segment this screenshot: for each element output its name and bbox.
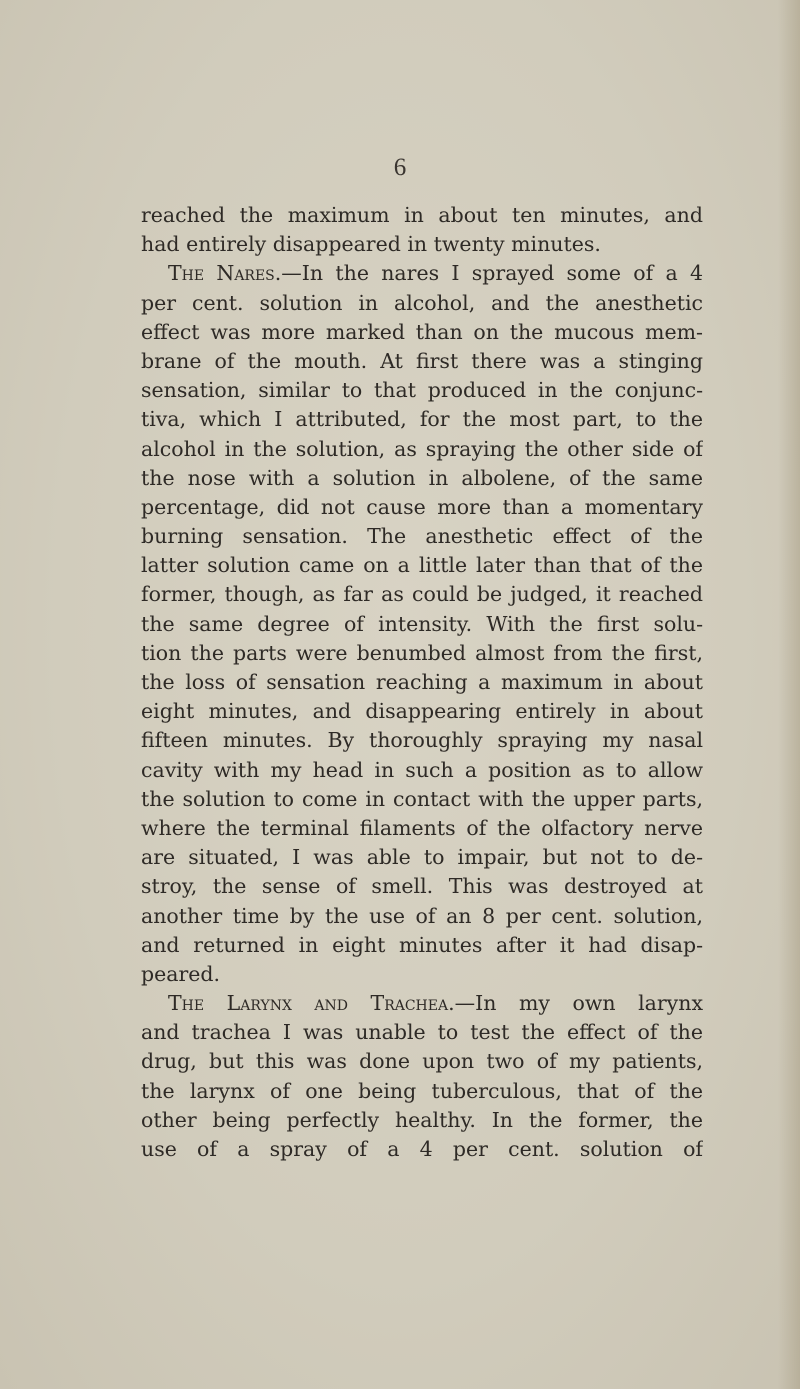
section-heading-line: [141, 989, 703, 1018]
text-line: [141, 435, 703, 464]
line-text: stroy, the sense of smell. This was destroyed at: [141, 874, 703, 899]
line-text: cavity with my head in such a position as to allow: [141, 757, 703, 782]
line-text: the loss of sensation reaching a maximum in about: [141, 670, 703, 694]
line-text: are situated, I was able to impair, but not to de-: [141, 845, 703, 870]
text-line: [141, 464, 703, 493]
line-text: latter solution came on a little later than that of the: [141, 553, 703, 578]
line-text: tiva, which I attributed, for the most part, to the: [141, 407, 703, 432]
page-number: 6: [393, 154, 407, 181]
text-line: [141, 668, 703, 697]
line-text: other being perfectly healthy. In the former, the: [141, 1107, 703, 1132]
line-text: drug, but this was done upon two of my patients,: [141, 1049, 703, 1074]
line-text: use of a spray of a 4 per cent. solution of: [141, 1137, 703, 1161]
line-text: and trachea I was unable to test the effect of the: [141, 1020, 703, 1045]
line-text: brane of the mouth. At first there was a stinging: [141, 348, 703, 373]
page-edge-shadow: [778, 0, 800, 1389]
text-line: [141, 960, 703, 989]
text-line: [141, 580, 703, 609]
text-line: [141, 230, 703, 259]
line-text: —In the nares I sprayed some of a 4: [281, 261, 703, 286]
line-text: fifteen minutes. By thoroughly spraying my nasal: [141, 728, 703, 753]
text-line: [141, 1047, 703, 1076]
line-text: another time by the use of an 8 per cent. solution,: [141, 903, 703, 928]
line-text: former, though, as far as could be judged, it reached: [141, 582, 703, 607]
line-text: peared.: [141, 961, 221, 986]
text-line: [141, 405, 703, 434]
line-text: eight minutes, and disappearing entirely in about: [141, 699, 703, 724]
text-line: [141, 843, 703, 872]
text-line: [141, 1135, 703, 1164]
section-heading: The Nares.: [168, 261, 282, 286]
line-text: had entirely disappeared in twenty minutes.: [141, 232, 601, 257]
text-line: [141, 1077, 703, 1106]
text-line: [141, 785, 703, 814]
text-line: [141, 289, 703, 318]
text-line: [141, 726, 703, 755]
line-text: tion the parts were benumbed almost from the first,: [141, 640, 703, 665]
text-line: [141, 872, 703, 901]
line-text: the larynx of one being tuberculous, that of the: [141, 1078, 703, 1103]
text-line: [141, 493, 703, 522]
line-text: the nose with a solution in albolene, of the same: [141, 465, 703, 490]
line-text: where the terminal filaments of the olfactory nerve: [141, 815, 703, 840]
text-line: [141, 697, 703, 726]
text-line: [141, 551, 703, 580]
line-text: the same degree of intensity. With the first solu-: [141, 611, 703, 636]
line-text: —In my own larynx: [454, 991, 703, 1016]
line-text: percentage, did not cause more than a momentary: [141, 494, 703, 519]
text-line: [141, 610, 703, 639]
line-text: per cent. solution in alcohol, and the anesthetic: [141, 290, 703, 315]
body-text: [141, 201, 703, 1164]
section-heading: The Larynx and Trachea.: [168, 991, 455, 1016]
line-text: sensation, similar to that produced in the conjunc-: [141, 378, 703, 403]
text-line: [141, 522, 703, 551]
line-text: effect was more marked than on the mucous mem-: [141, 319, 703, 344]
text-line: [141, 814, 703, 843]
line-text: burning sensation. The anesthetic effect of the: [141, 524, 703, 549]
line-text: reached the maximum in about ten minutes, and: [141, 203, 703, 227]
line-text: alcohol in the solution, as spraying the other side of: [141, 436, 703, 461]
text-line: [141, 639, 703, 668]
text-line: [141, 376, 703, 405]
text-line: [141, 1106, 703, 1135]
text-line: [141, 1018, 703, 1047]
text-line: [141, 902, 703, 931]
text-line: [141, 318, 703, 347]
line-text: the solution to come in contact with the upper parts,: [141, 786, 703, 811]
line-text: and returned in eight minutes after it had disap-: [141, 932, 703, 957]
text-line: [141, 756, 703, 785]
text-line: [141, 931, 703, 960]
text-line: [141, 201, 703, 230]
text-line: [141, 347, 703, 376]
section-heading-line: [141, 259, 703, 288]
